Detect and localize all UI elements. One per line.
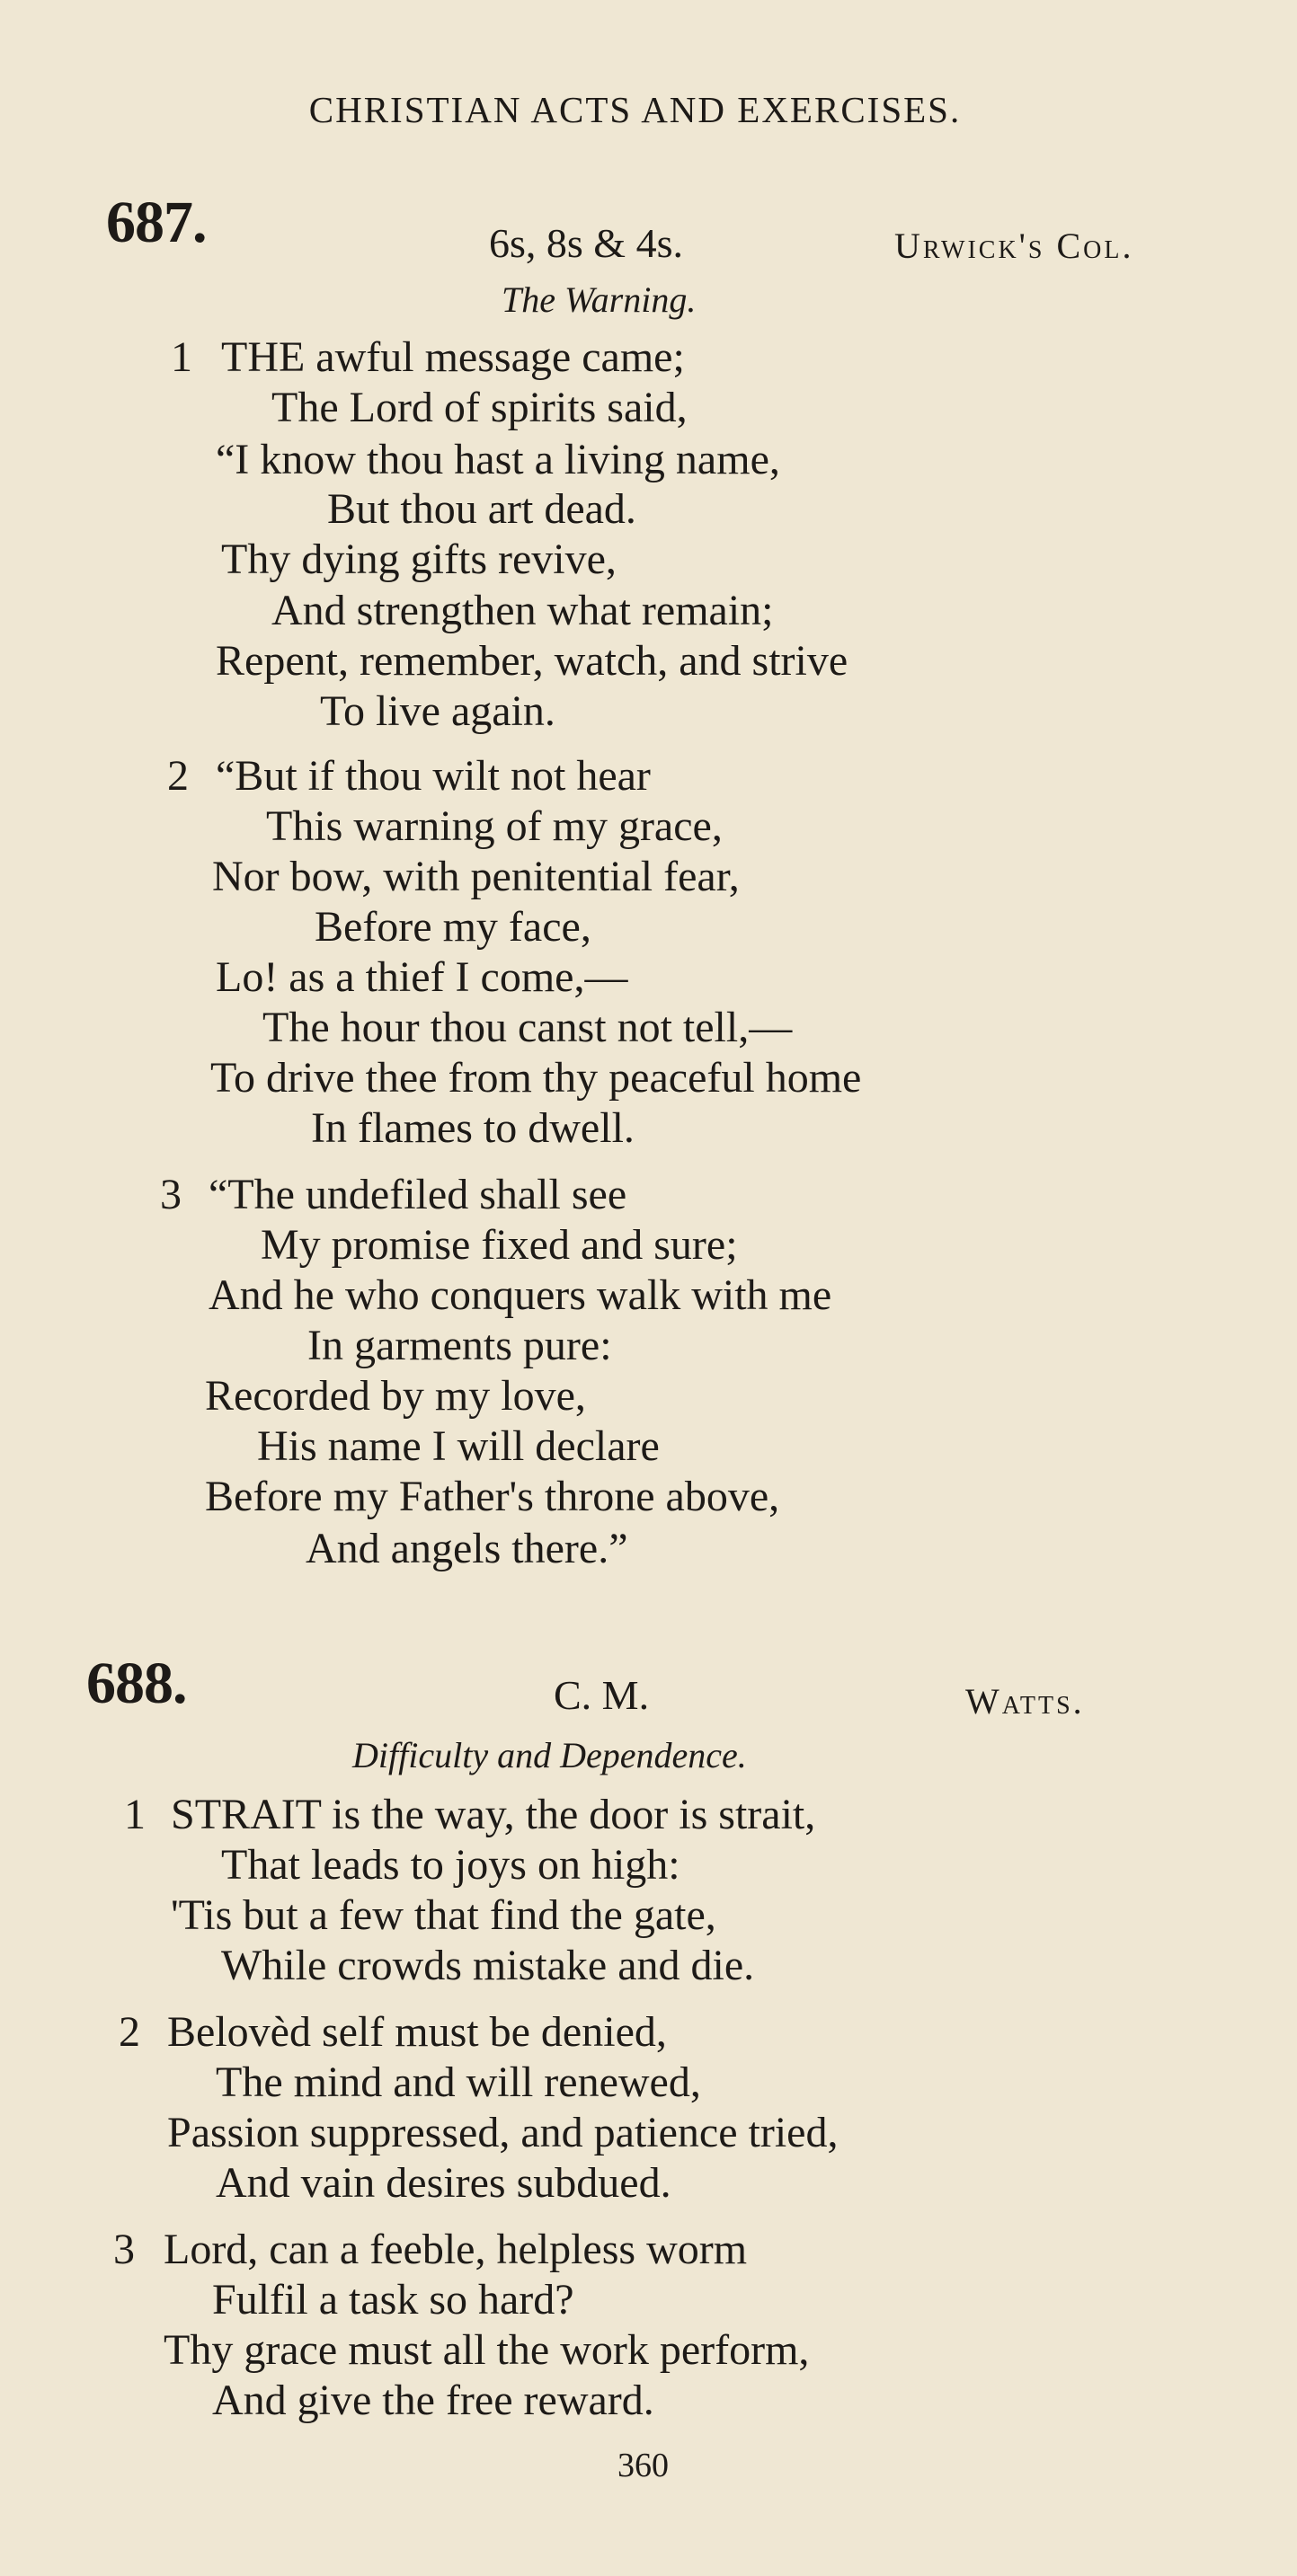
verse-line: To drive thee from thy peaceful home <box>210 1054 862 1102</box>
verse-line: Passion suppressed, and patience tried, <box>167 2109 839 2156</box>
verse-line: And vain desires subdued. <box>216 2159 671 2207</box>
verse-line: Lo! as a thief I come,— <box>216 953 628 1001</box>
verse-line: Belovèd self must be denied, <box>167 2008 667 2056</box>
verse-line: And angels there.” <box>306 1525 628 1572</box>
hymn-meter: 6s, 8s & 4s. <box>489 220 683 266</box>
verse-line: But thou art dead. <box>327 485 636 533</box>
verse-line: Fulfil a task so hard? <box>212 2276 574 2324</box>
page-number: 360 <box>617 2447 669 2484</box>
verse-line: “But if thou wilt not hear <box>216 752 651 800</box>
verse-line: “I know thou hast a living name, <box>216 436 780 483</box>
verse-line: The mind and will renewed, <box>216 2058 701 2106</box>
verse-number: 1 <box>124 1791 146 1838</box>
hymn-author: Watts. <box>965 1681 1085 1722</box>
verse-line: Recorded by my love, <box>205 1372 586 1420</box>
verse-line: This warning of my grace, <box>266 802 723 850</box>
verse-line: Nor bow, with penitential fear, <box>212 853 740 900</box>
verse-number: 2 <box>167 752 189 800</box>
verse-line: His name I will declare <box>257 1422 660 1470</box>
verse-number: 3 <box>160 1171 182 1218</box>
verse-line: THE awful message came; <box>221 333 685 381</box>
verse-line: 'Tis but a few that find the gate, <box>171 1891 716 1939</box>
verse-line: The hour thou canst not tell,— <box>262 1004 793 1051</box>
verse-line: STRAIT is the way, the door is strait, <box>171 1791 816 1838</box>
verse-line: Before my face, <box>315 903 591 951</box>
hymn-number: 687. <box>106 190 207 255</box>
verse-line: And he who conquers walk with me <box>209 1271 832 1319</box>
hymn-title: The Warning. <box>502 279 697 320</box>
verse-line: Lord, can a feeble, helpless worm <box>164 2226 748 2273</box>
verse-line: My promise fixed and sure; <box>261 1221 738 1269</box>
hymn-meter: C. M. <box>554 1672 650 1718</box>
verse-line: In garments pure: <box>307 1322 612 1369</box>
verse-line: The Lord of spirits said, <box>271 384 688 431</box>
verse-line: While crowds mistake and die. <box>221 1942 755 1989</box>
verse-line: And give the free reward. <box>212 2377 654 2424</box>
verse-line: To live again. <box>320 687 555 735</box>
hymn-number: 688. <box>86 1651 187 1716</box>
running-head: CHRISTIAN ACTS AND EXERCISES. <box>308 89 962 130</box>
verse-line: Repent, remember, watch, and strive <box>216 637 848 685</box>
hymn-author: Urwick's Col. <box>894 226 1134 266</box>
verse-number: 3 <box>113 2226 135 2273</box>
verse-number: 2 <box>119 2008 140 2056</box>
verse-line: In flames to dwell. <box>311 1104 635 1152</box>
verse-number: 1 <box>171 333 192 381</box>
verse-line: And strengthen what remain; <box>271 587 774 634</box>
verse-line: Before my Father's throne above, <box>205 1473 780 1520</box>
hymn-title: Difficulty and Dependence. <box>352 1735 747 1775</box>
verse-line: That leads to joys on high: <box>221 1841 680 1889</box>
verse-line: “The undefiled shall see <box>209 1171 627 1218</box>
verse-line: Thy dying gifts revive, <box>221 536 617 583</box>
verse-line: Thy grace must all the work perform, <box>164 2326 810 2374</box>
